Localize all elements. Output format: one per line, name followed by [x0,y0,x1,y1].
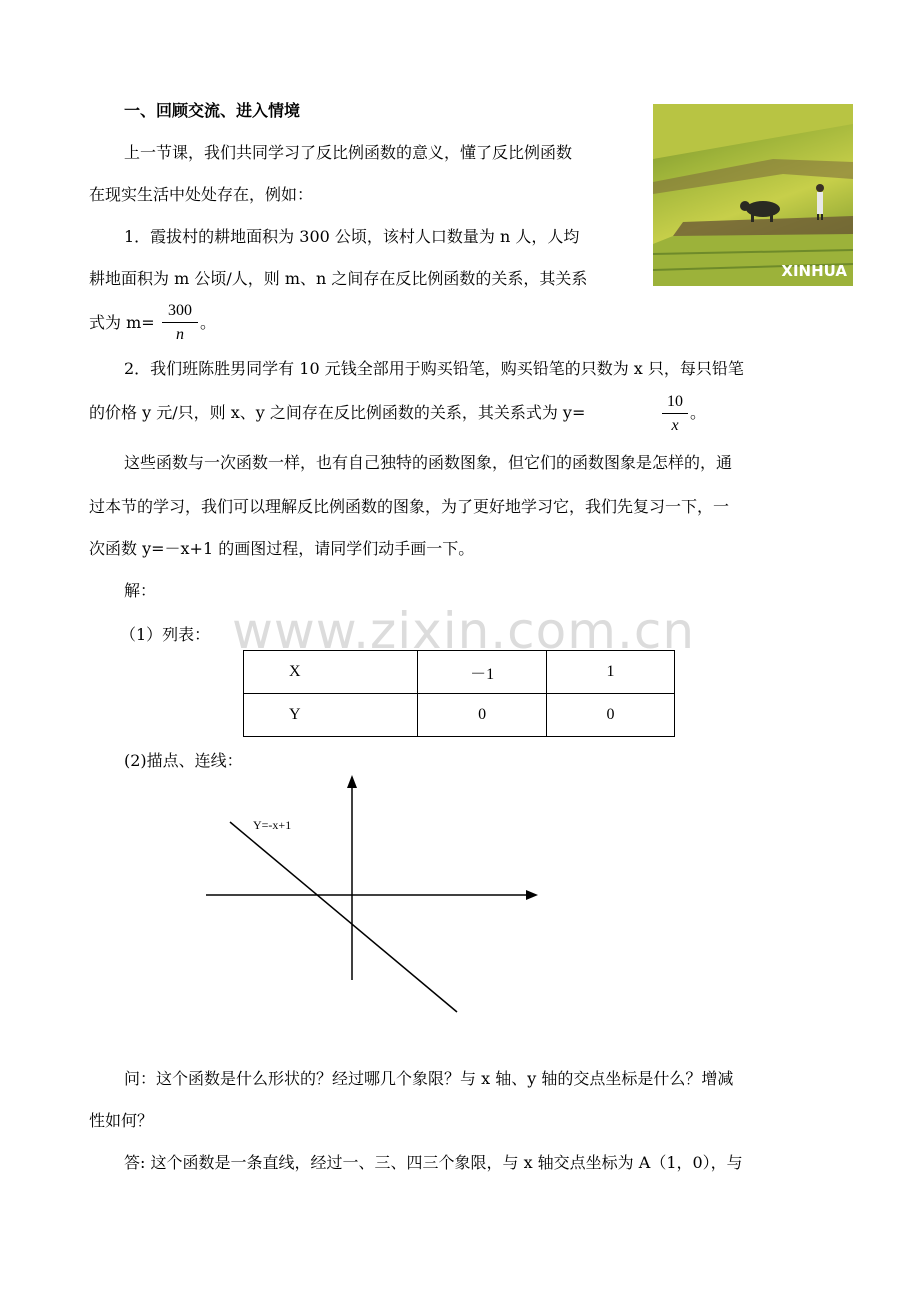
fraction-numerator: 300 [168,302,192,319]
fraction-numerator: 10 [667,393,683,410]
function-label: Y=-x+1 [253,818,292,832]
fraction-denominator: x [671,417,679,434]
table-row [244,694,675,737]
example1-fraction [162,302,198,344]
step1-label: （1）列表： [120,625,211,644]
watermark: www.zixin.com.cn [232,602,696,660]
table-cell: 0 [547,694,675,737]
step2-label: (2)描点、连线： [124,751,243,770]
question-line-2: 性如何？ [89,1111,154,1130]
paragraph-line-1: 这些函数与一次函数一样，也有自己独特的函数图象，但它们的函数图象是怎样的，通 [124,453,733,472]
fraction-bar [162,322,198,323]
fraction-bar [662,413,688,414]
question-line-1: 问：这个函数是什么形状的？经过哪几个象限？与 x 轴、y 轴的交点坐标是什么？增减 [124,1069,734,1088]
intro-line-1: 上一节课，我们共同学习了反比例函数的意义，懂了反比例函数 [124,143,573,162]
table-cell: 0 [418,694,547,737]
paragraph-line-2: 过本节的学习，我们可以理解反比例函数的图象，为了更好地学习它，我们先复习一下，一 [89,497,730,516]
y-axis-arrow [347,775,357,788]
value-table [243,650,675,737]
answer-line-1: 答: 这个函数是一条直线，经过一、三、四三个象限，与 x 轴交点坐标为 A（1，0），与 [124,1153,743,1172]
paragraph-line-3: 次函数 y=－x+1 的画图过程，请同学们动手画一下。 [89,539,475,558]
linear-function-graph [200,770,545,1020]
example2-line-2-prefix: 的价格 y 元/只，则 x、y 之间存在反比例函数的关系，其关系式为 y= [89,403,586,422]
table-row [244,651,675,694]
table-cell: X [244,651,418,694]
table-cell: Y [244,694,418,737]
section-heading: 一、回顾交流、进入情境 [124,101,301,120]
example2-fraction [662,393,688,435]
function-line [230,822,457,1012]
example2-line-1: 2．我们班陈胜男同学有 10 元钱全部用于购买铅笔，购买铅笔的只数为 x 只，每只铅笔 [124,359,744,378]
table-cell: －1 [418,651,547,694]
example1-line-1: 1．霞拔村的耕地面积为 300 公顷，该村人口数量为 n 人，人均 [124,227,580,246]
x-axis-arrow [526,890,538,900]
field-photo-art [653,104,853,286]
example1-line-2: 耕地面积为 m 公顷/人，则 m、n 之间存在反比例函数的关系，其关系 [89,269,588,288]
example1-line-3-prefix: 式为 m= [89,313,155,332]
example2-line-2-suffix: 。 [690,403,707,422]
intro-line-2: 在现实生活中处处存在，例如： [89,185,314,204]
field-photo [653,104,853,286]
example1-line-3-suffix: 。 [200,313,217,332]
solution-label: 解： [124,581,157,600]
fraction-denominator: n [176,326,184,343]
table-cell: 1 [547,651,675,694]
photo-caption: XINHUA [781,262,847,280]
